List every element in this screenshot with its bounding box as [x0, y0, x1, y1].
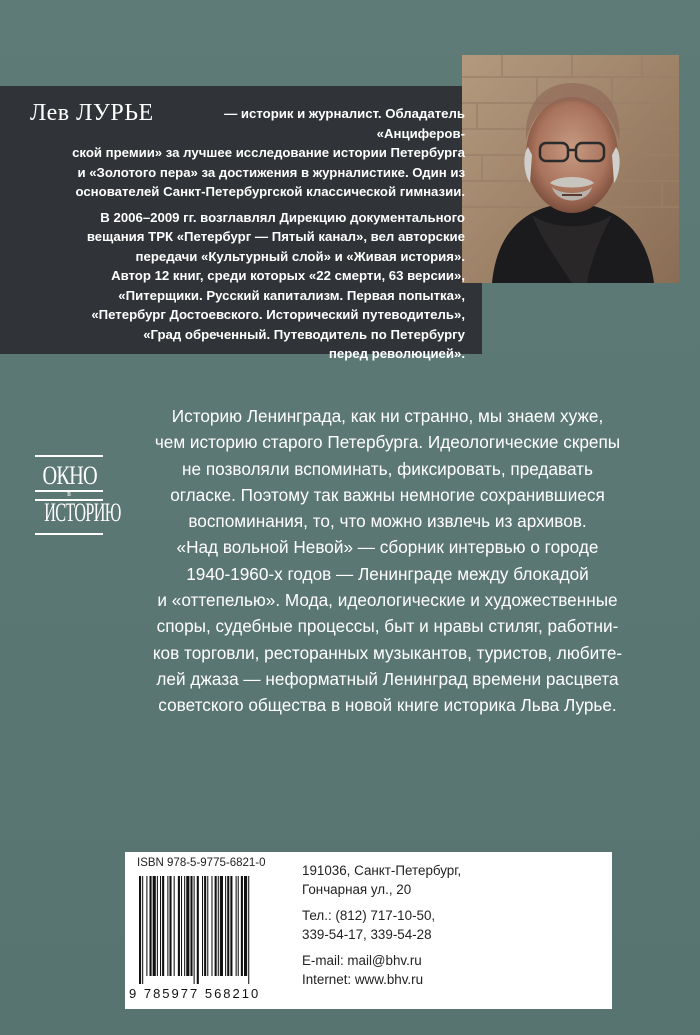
phone-line: Тел.: (812) 717-10-50,: [302, 908, 436, 924]
annotation-line: лей джаза — неформатный Ленинград времени расцвета: [156, 668, 619, 689]
barcode-bar: [238, 876, 239, 976]
bio-line: «Питерщики. Русский капитализм. Первая попытка»,: [118, 287, 465, 303]
author-name: Лев ЛУРЬЕ: [30, 100, 154, 126]
author-bio: [30, 100, 465, 364]
barcode-bar: [157, 876, 158, 976]
bio-line: вещания ТРК «Петербург — Пятый канал», вел авторские: [86, 229, 465, 244]
bhv-logo-text: bhv: [557, 972, 590, 997]
series-logo-word-v: в: [67, 489, 71, 498]
barcode-bar: [215, 876, 217, 976]
barcode-bar: [236, 876, 237, 976]
barcode-bar: [218, 876, 219, 976]
bhv-publisher-logo: [549, 962, 615, 1004]
barcode-bar: [142, 876, 143, 984]
series-logo-bottom-rule: [35, 533, 103, 535]
series-logo-top-rule: [35, 455, 103, 457]
barcode-bar: [190, 876, 192, 976]
barcode-bar: [178, 876, 180, 976]
series-logo: [35, 453, 121, 555]
bio-line: — историк и журналист. Обладатель «Анциферов-: [224, 106, 465, 141]
barcode-bar: [169, 876, 171, 976]
annotation-line: 1940-1960-х годов — Ленинграде между блокадой: [186, 563, 589, 584]
barcode-bar: [186, 876, 189, 976]
annotation-line: и «оттепелью». Мода, идеологические и художественные: [157, 590, 618, 611]
series-logo-word-istoriyu: ИСТОРИЮ: [44, 498, 121, 527]
annotation-line: воспоминания, то, что можно извлечь из архивов.: [188, 511, 587, 532]
barcode-image: [137, 876, 287, 984]
isbn-label: ISBN 978-5-9775-6821-0: [137, 857, 266, 869]
barcode-bar: [194, 876, 195, 984]
barcode-bar: [162, 876, 164, 976]
phone-line: 339-54-17, 339-54-28: [302, 926, 432, 942]
barcode-bar: [227, 876, 229, 976]
bio-line: Автор 12 книг, среди которых «22 смерти, 63 версии»,: [111, 268, 465, 283]
barcode-number: 9 785977 568210: [129, 986, 261, 1001]
internet-line: Internet: www.bhv.ru: [302, 971, 424, 987]
book-annotation: [110, 403, 665, 719]
annotation-line: ков торговли, ресторанных музыкантов, туристов, любите-: [152, 642, 623, 663]
annotation-line: огласке. Поэтому так важны немногие сохранившиеся: [170, 484, 605, 505]
barcode-bar: [241, 876, 243, 976]
bio-first-paragraph: [30, 100, 465, 202]
bio-line: ской премии» за лучшее исследование истории Петербурга: [72, 145, 465, 160]
annotation-line: чем историю старого Петербурга. Идеологические скрепы: [154, 432, 621, 453]
barcode-bar: [244, 876, 247, 976]
barcode-bar: [160, 876, 161, 976]
barcode-bar: [211, 876, 212, 976]
bio-line: перед революцией».: [328, 346, 465, 361]
annotation-line: Историю Ленинграда, как ни странно, мы знаем хуже,: [171, 406, 604, 426]
email-line: E-mail: mail@bhv.ru: [302, 953, 422, 969]
annotation-line: «Над вольной Невой» — сборник интервью о городе: [176, 537, 599, 558]
barcode-bar: [248, 876, 249, 984]
annotation-line: не позволяли вспоминать, фиксировать, предавать: [182, 458, 593, 479]
bio-line: и «Золотого пера» за достижения в журналистике. Один из: [77, 164, 465, 180]
bio-line: основателей Санкт-Петербургской классической гимназии.: [75, 184, 465, 199]
series-logo-word-okno: ОКНО: [42, 461, 97, 490]
bio-second-paragraph: [30, 208, 465, 364]
registered-mark: ®: [601, 973, 607, 980]
barcode-bar: [220, 876, 223, 976]
barcode-bar: [153, 876, 156, 976]
annotation-line: советского общества в новой книге историка Льва Лурье.: [158, 695, 617, 716]
bio-line: передачи «Культурный слой» и «Живая история».: [135, 248, 465, 264]
barcode-bar: [139, 876, 141, 984]
bio-line: «Град обреченный. Путеводитель по Петербургу: [143, 326, 465, 342]
address-line: Гончарная ул., 20: [302, 881, 412, 897]
barcode-bar: [230, 876, 232, 976]
bio-line: В 2006–2009 гг. возглавлял Дирекцию документального: [100, 209, 465, 225]
author-portrait-image: [462, 55, 679, 283]
barcode-bar: [202, 876, 203, 976]
author-photo: [462, 55, 679, 283]
imprint-box: [125, 852, 612, 1009]
bio-line: «Петербург Достоевского. Исторический путеводитель»,: [91, 307, 465, 322]
barcode-bar: [167, 876, 168, 976]
barcode-bar: [150, 876, 152, 976]
barcode-bar: [207, 876, 208, 976]
barcode-bar: [197, 876, 199, 984]
barcode-bar: [184, 876, 185, 976]
publisher-contacts: [302, 862, 461, 990]
barcode-bar: [174, 876, 175, 976]
barcode-bar: [181, 876, 182, 976]
barcode-bar: [204, 876, 206, 976]
barcode-bar: [225, 876, 226, 976]
address-line: 191036, Санкт-Петербург,: [302, 863, 462, 878]
annotation-line: споры, судебные процессы, быт и нравы стиляг, работни-: [156, 616, 619, 637]
barcode-bar: [146, 876, 147, 976]
